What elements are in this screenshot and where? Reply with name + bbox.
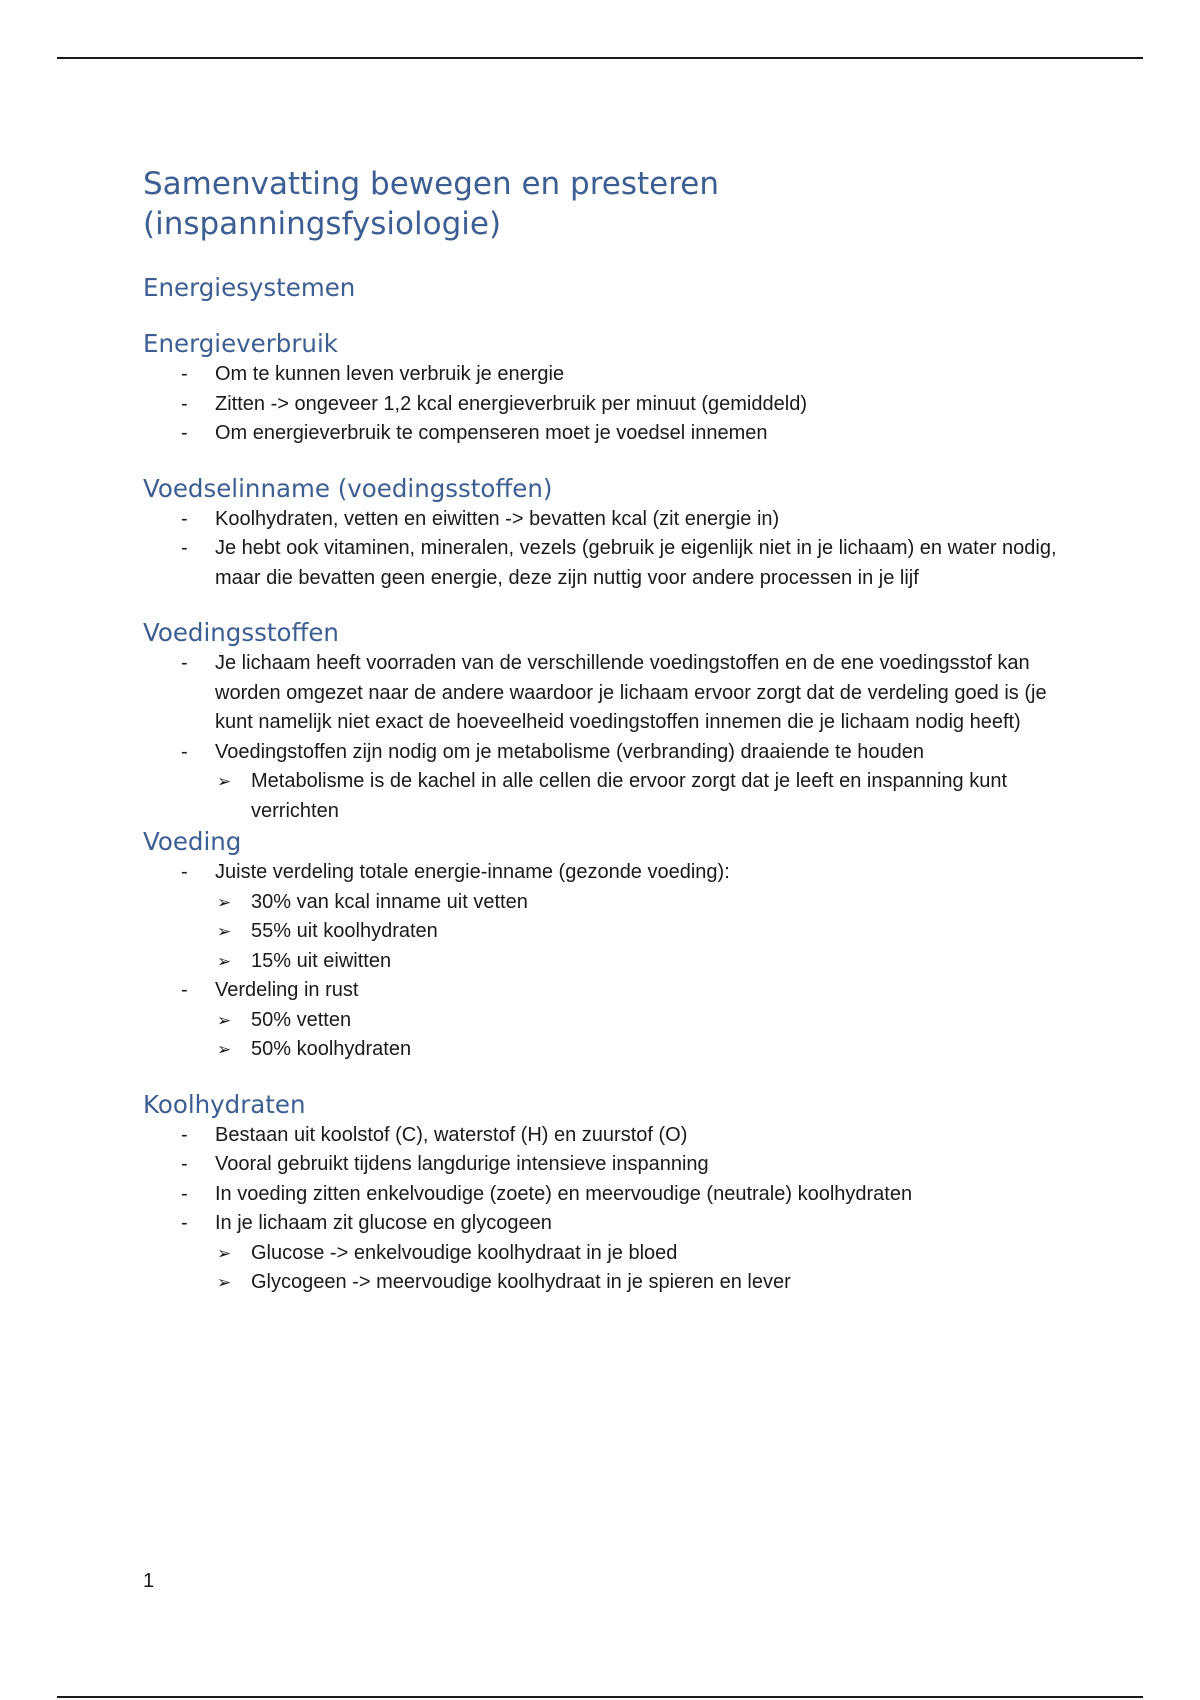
- sub-list-item: [143, 1239, 1063, 1269]
- section-heading: Voedingsstoffen: [143, 618, 339, 647]
- list-item-text: Om energieverbruik te compenseren moet je voedsel innemen: [215, 422, 768, 444]
- list-item: [143, 1121, 1063, 1151]
- list-item: [143, 1150, 1063, 1180]
- sub-list-item-text: Glucose -> enkelvoudige koolhydraat in je bloed: [251, 1241, 678, 1264]
- sub-list-item: [143, 767, 1063, 826]
- dash-bullet: -: [181, 979, 188, 1001]
- sub-list-item-text: 30% van kcal inname uit vetten: [251, 890, 528, 913]
- sub-list-item: [143, 1006, 1063, 1036]
- list-item: [143, 1209, 1063, 1239]
- sub-list-item: [143, 1035, 1063, 1065]
- sub-list-item: [143, 947, 1063, 977]
- list-item-text: Zitten -> ongeveer 1,2 kcal energieverbruik per minuut (gemiddeld): [215, 392, 807, 415]
- bullet-list: [143, 858, 1063, 1065]
- bullet-list: [143, 505, 1063, 594]
- section: [143, 826, 1063, 1065]
- sub-list-item-text: Glycogeen -> meervoudige koolhydraat in je spieren en lever: [251, 1271, 791, 1293]
- list-item-text: In voeding zitten enkelvoudige (zoete) en meervoudige (neutrale) koolhydraten: [215, 1182, 913, 1205]
- list-item-text: Voedingstoffen zijn nodig om je metabolisme (verbranding) draaiende te houden: [215, 740, 924, 763]
- dash-bullet: -: [181, 740, 188, 763]
- bullet-list: [143, 649, 1063, 826]
- list-item-text: Bestaan uit koolstof (C), waterstof (H) en zuurstof (O): [215, 1123, 688, 1146]
- list-item-text: Koolhydraten, vetten en eiwitten -> bevatten kcal (zit energie in): [215, 507, 780, 530]
- list-item-text: Je hebt ook vitaminen, mineralen, vezels (gebruik je eigenlijk niet in je lichaam) en water nodig, maar die bevatten geen energie, deze zijn nuttig voor andere processen in je lijf: [215, 537, 1057, 589]
- header-rule: [57, 57, 1143, 59]
- sections-container: [143, 272, 1063, 1298]
- section-heading: Voedselinname (voedingsstoffen): [143, 473, 553, 503]
- arrow-bullet-icon: ➢: [217, 1040, 232, 1059]
- sub-list-item-text: 15% uit eiwitten: [251, 949, 392, 972]
- dash-bullet: -: [181, 861, 188, 883]
- dash-bullet: -: [181, 1182, 188, 1205]
- dash-bullet: -: [181, 1212, 188, 1234]
- dash-bullet: -: [181, 1153, 188, 1175]
- list-item-text: Verdeling in rust: [215, 979, 359, 1001]
- sub-list-item-text: 50% koolhydraten: [251, 1038, 412, 1060]
- list-item: [143, 649, 1063, 738]
- list-item: [143, 505, 1063, 535]
- list-item: [143, 534, 1063, 593]
- section: [143, 272, 1063, 304]
- footer-rule: [57, 1696, 1143, 1698]
- list-item-text: Vooral gebruikt tijdens langdurige intensieve inspanning: [215, 1153, 709, 1175]
- bullet-list: [143, 1121, 1063, 1298]
- dash-bullet: -: [181, 652, 188, 674]
- dash-bullet: -: [181, 507, 188, 530]
- sub-list-item-text: Metabolisme is de kachel in alle cellen die ervoor zorgt dat je leeft en inspanning kunt verrichten: [251, 770, 1007, 822]
- section: [143, 1089, 1063, 1298]
- arrow-bullet-icon: ➢: [217, 922, 232, 941]
- list-item-text: Om te kunnen leven verbruik je energie: [215, 363, 565, 385]
- arrow-bullet-icon: ➢: [217, 892, 232, 912]
- list-item-text: Juiste verdeling totale energie-inname (gezonde voeding):: [215, 861, 730, 883]
- section-heading: Energiesystemen: [143, 273, 356, 302]
- document-body: [143, 164, 1063, 1322]
- list-item-text: Je lichaam heeft voorraden van de verschillende voedingstoffen en de ene voedingsstof kan worden omgezet naar de andere waardoor je lichaam ervoor zorgt dat de verdeling goed is (je kunt namelijk niet exact de hoeveelheid voedingstoffen innemen die je lichaam nodig heeft): [215, 652, 1047, 733]
- section: [143, 328, 1063, 449]
- section-heading: Voeding: [143, 827, 242, 856]
- sub-list-item: [143, 888, 1063, 918]
- dash-bullet: -: [181, 1123, 188, 1146]
- dash-bullet: -: [181, 363, 188, 385]
- list-item: [143, 738, 1063, 768]
- list-item-text: In je lichaam zit glucose en glycogeen: [215, 1212, 552, 1234]
- list-item: [143, 360, 1063, 390]
- sub-list-item: [143, 917, 1063, 947]
- arrow-bullet-icon: ➢: [217, 1273, 232, 1292]
- page-number: 1: [143, 1570, 155, 1592]
- dash-bullet: -: [181, 422, 188, 444]
- list-item: [143, 1180, 1063, 1210]
- list-item: [143, 858, 1063, 888]
- arrow-bullet-icon: ➢: [217, 772, 232, 791]
- list-item: [143, 976, 1063, 1006]
- document-title: Samenvatting bewegen en presteren (inspanningsfysiologie): [143, 166, 720, 242]
- sub-list-item: [143, 1268, 1063, 1298]
- list-item: [143, 390, 1063, 420]
- section-heading: Koolhydraten: [143, 1089, 306, 1119]
- section: [143, 617, 1063, 826]
- sub-list-item-text: 55% uit koolhydraten: [251, 920, 438, 942]
- section-heading: Energieverbruik: [143, 329, 338, 358]
- sub-list-item-text: 50% vetten: [251, 1008, 352, 1031]
- list-item: [143, 419, 1063, 449]
- section: [143, 473, 1063, 594]
- arrow-bullet-icon: ➢: [217, 1243, 232, 1263]
- arrow-bullet-icon: ➢: [217, 1010, 232, 1030]
- dash-bullet: -: [181, 392, 188, 415]
- bullet-list: [143, 360, 1063, 449]
- dash-bullet: -: [181, 537, 188, 559]
- arrow-bullet-icon: ➢: [217, 951, 232, 971]
